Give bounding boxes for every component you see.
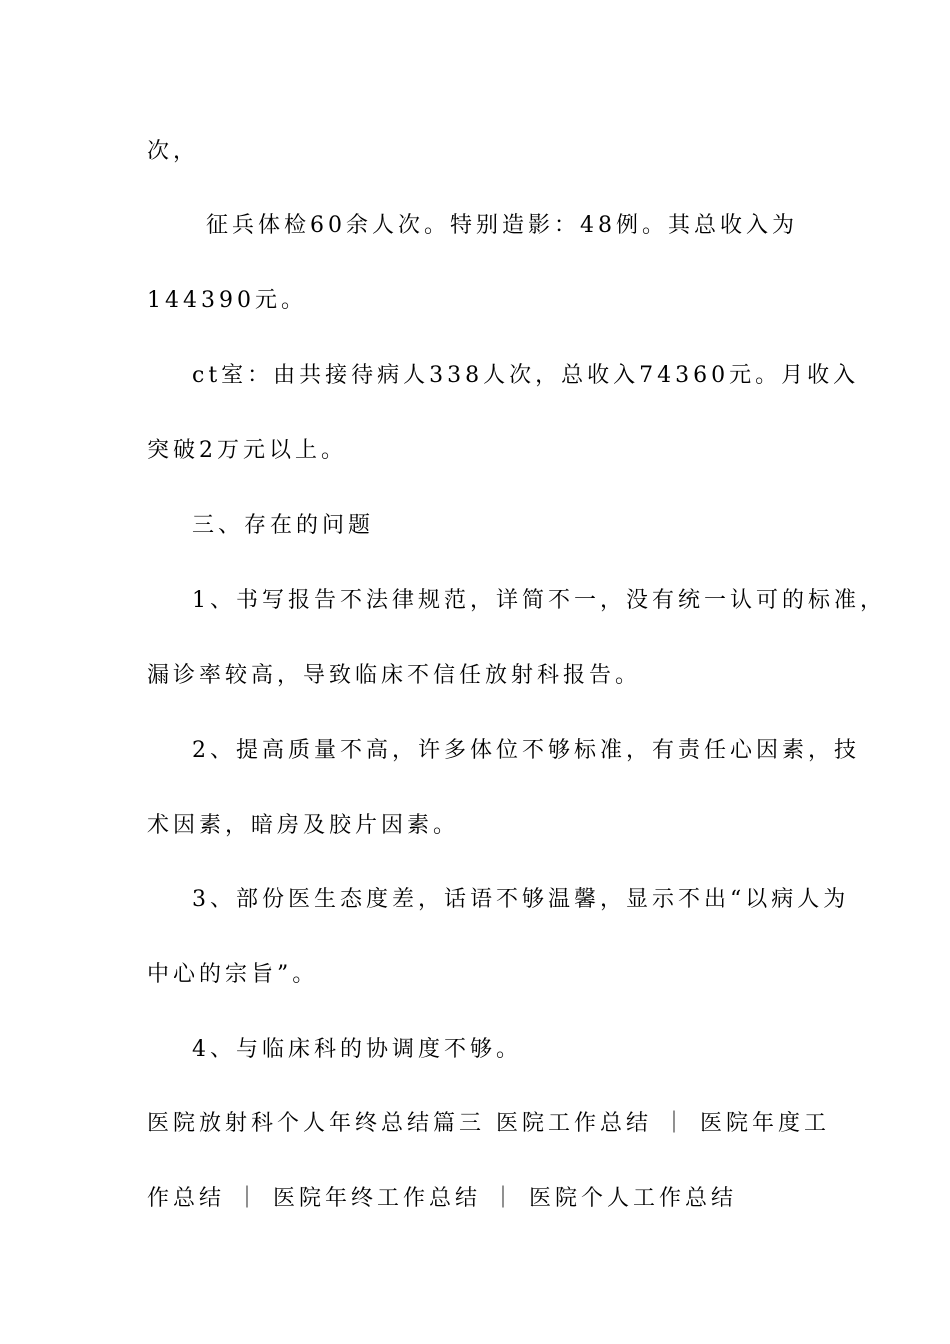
text-line: 3、部份医生态度差，话语不够温馨，显示不出“以病人为 xyxy=(192,887,850,912)
related-links-line: 作总结 ｜ 医院年终工作总结 ｜ 医院个人工作总结 xyxy=(147,1186,737,1211)
text-line: 2、提高质量不高，许多体位不够标准，有责任心因素，技 xyxy=(192,738,860,763)
text-line: 术因素，暗房及胶片因素。 xyxy=(147,813,460,838)
text-line: 1、书写报告不法律规范，详简不一，没有统一认可的标准， xyxy=(192,588,886,613)
text-line: 次， xyxy=(147,139,200,164)
text-line: 144390元。 xyxy=(147,288,307,313)
related-links-line: 医院放射科个人年终总结篇三 医院工作总结 ｜ 医院年度工 xyxy=(147,1111,830,1136)
text-line: 突破2万元以上。 xyxy=(147,438,347,463)
text-line: 漏诊率较高，导致临床不信任放射科报告。 xyxy=(147,663,642,688)
text-line: 征兵体检60余人次。特别造影：48例。其总收入为 xyxy=(206,213,798,238)
text-line: 4、与临床科的协调度不够。 xyxy=(192,1037,522,1062)
text-line: 中心的宗旨”。 xyxy=(147,962,319,987)
section-heading: 三、存在的问题 xyxy=(192,513,375,538)
text-line: ct室：由共接待病人338人次，总收入74360元。月收入 xyxy=(192,363,860,388)
